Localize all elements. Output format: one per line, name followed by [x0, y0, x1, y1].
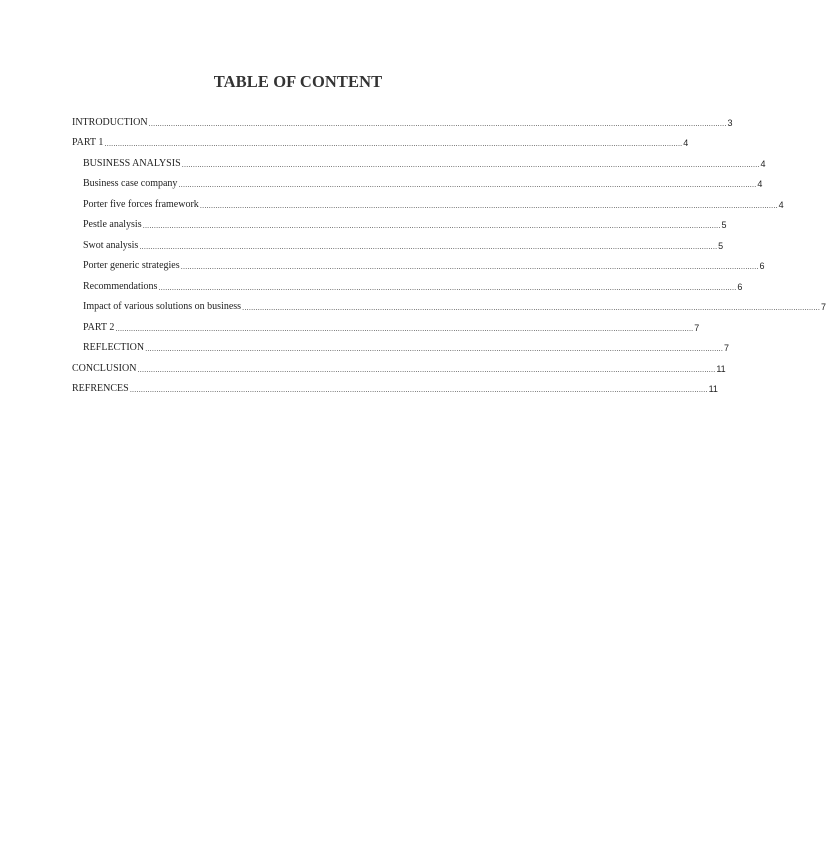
toc-entry[interactable]	[72, 190, 784, 211]
toc-entry-page-number: 5	[718, 240, 724, 251]
toc-entry-page-number: 4	[757, 179, 763, 189]
toc-entry-label: REFRENCES	[72, 383, 129, 394]
toc-entry-label: PART 2	[83, 321, 115, 333]
toc-title: TABLE OF CONTENT	[213, 72, 383, 91]
dot-leader: ....................................................................................................................................................................................................................................................................	[148, 118, 727, 128]
toc-entry-page-number: 7	[694, 322, 700, 333]
dot-leader: ....................................................................................................................................................................................................................................................................	[158, 282, 737, 292]
toc-entry-page-number: 6	[737, 281, 743, 292]
toc-entry-page-number: 5	[721, 220, 727, 230]
toc-entry-page-number: 3	[727, 117, 733, 128]
dot-leader: ....................................................................................................................................................................................................................................................................	[142, 221, 721, 230]
table-of-contents	[72, 108, 826, 395]
toc-entry[interactable]	[72, 149, 766, 170]
toc-entry-page-number: 7	[820, 302, 826, 312]
toc-entry[interactable]	[72, 313, 700, 334]
toc-entry-page-number: 4	[778, 199, 784, 210]
dot-leader: ....................................................................................................................................................................................................................................................................	[145, 344, 723, 353]
toc-entry-label: Recommendations	[83, 280, 158, 292]
toc-entry[interactable]	[72, 272, 743, 293]
dot-leader: ....................................................................................................................................................................................................................................................................	[181, 159, 760, 169]
dot-leader: ....................................................................................................................................................................................................................................................................	[137, 364, 716, 374]
toc-entry[interactable]	[72, 129, 689, 150]
toc-entry-page-number: 7	[724, 343, 730, 353]
dot-leader: ....................................................................................................................................................................................................................................................................	[104, 139, 683, 148]
toc-entry[interactable]	[72, 375, 718, 396]
toc-entry-page-number: 4	[760, 158, 766, 169]
toc-entry[interactable]	[72, 354, 726, 375]
toc-entry[interactable]	[72, 211, 727, 232]
toc-entry-label: BUSINESS ANALYSIS	[83, 157, 181, 169]
toc-entry[interactable]	[72, 170, 763, 191]
dot-leader: ....................................................................................................................................................................................................................................................................	[139, 241, 718, 251]
toc-entry-label: Pestle analysis	[83, 219, 142, 230]
toc-entry-label: INTRODUCTION	[72, 116, 148, 128]
toc-entry-label: Impact of various solutions on business	[83, 301, 242, 312]
dot-leader: ....................................................................................................................................................................................................................................................................	[129, 385, 708, 394]
toc-entry-label: Porter five forces framework	[83, 198, 199, 210]
toc-entry-label: Porter generic strategies	[83, 260, 180, 271]
toc-entry-page-number: 11	[708, 384, 718, 394]
toc-entry[interactable]	[72, 334, 730, 355]
toc-entry-label: PART 1	[72, 137, 104, 148]
toc-entry[interactable]	[72, 293, 826, 314]
toc-entry-label: REFLECTION	[83, 342, 145, 353]
toc-entry[interactable]	[72, 231, 724, 252]
toc-entry-label: Business case company	[83, 178, 178, 189]
toc-entry[interactable]	[72, 252, 765, 273]
dot-leader: ....................................................................................................................................................................................................................................................................	[199, 200, 778, 210]
toc-entry-label: CONCLUSION	[72, 362, 137, 374]
dot-leader: ....................................................................................................................................................................................................................................................................	[115, 323, 694, 333]
toc-entry-page-number: 11	[716, 363, 726, 374]
toc-entry[interactable]	[72, 108, 733, 129]
toc-entry-label: Swot analysis	[83, 239, 139, 251]
toc-entry-page-number: 4	[683, 138, 689, 148]
dot-leader: ....................................................................................................................................................................................................................................................................	[180, 262, 759, 271]
dot-leader: ....................................................................................................................................................................................................................................................................	[242, 303, 820, 312]
dot-leader: ....................................................................................................................................................................................................................................................................	[178, 180, 757, 189]
toc-entry-page-number: 6	[759, 261, 765, 271]
